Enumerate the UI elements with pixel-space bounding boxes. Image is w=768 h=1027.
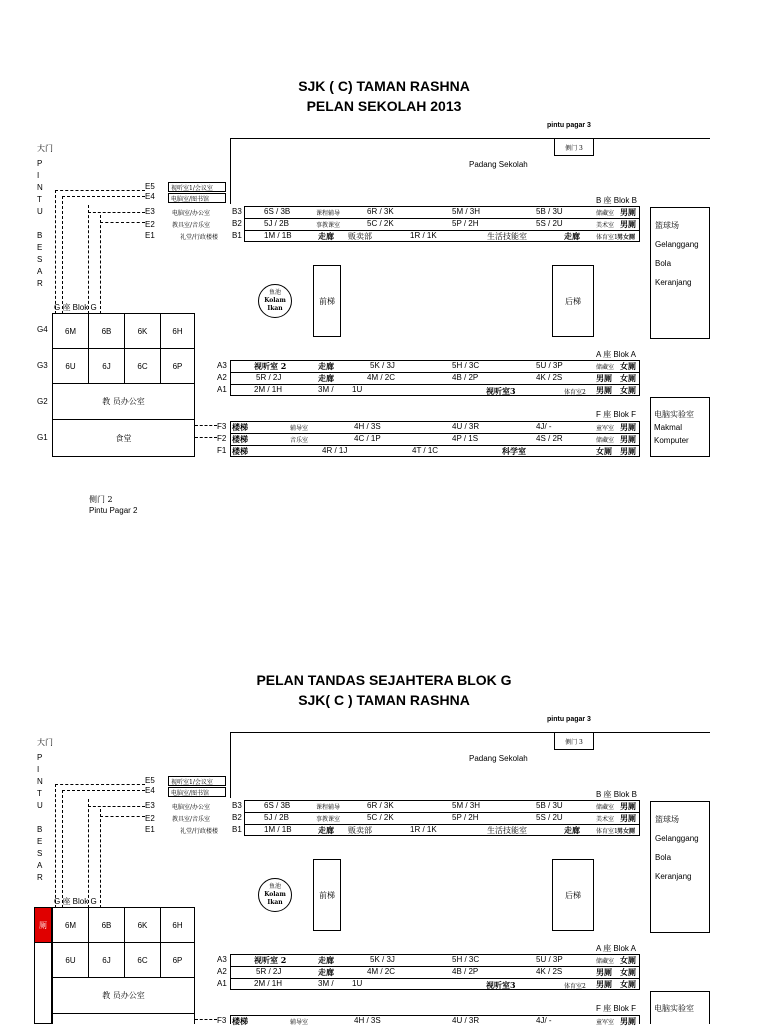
e4-room: 电脑室/图书馆 — [168, 193, 226, 203]
side-gate-3: 侧门 3 — [554, 732, 594, 750]
toilet-highlight: 厕 — [34, 907, 52, 943]
side-gate-2-cn: 侧门 2 — [89, 495, 113, 504]
block-a-label: A 座 Blok A — [596, 350, 637, 359]
main-gate-label: 大门 — [37, 144, 53, 153]
e1-code: E1 — [145, 231, 155, 240]
back-stairs: 后梯 — [552, 265, 594, 337]
basketball-court: 篮球场 Gelanggang Bola Keranjang — [650, 207, 710, 339]
field-label: Padang Sekolah — [469, 160, 528, 169]
e2-room: 教具室/音乐室 — [172, 222, 211, 229]
block-g-label: G 座 Blok G — [54, 897, 97, 906]
pintu-besar-vertical: P I N T U B E S A R — [37, 753, 43, 882]
block-g-label: G 座 Blok G — [54, 303, 97, 312]
side-gate-2: Pintu Pagar 2 — [89, 506, 138, 515]
gate-3-label: pintu pagar 3 — [547, 716, 591, 723]
fish-pond: 鱼池 Kolam Ikan — [258, 878, 292, 912]
block-b-label: B 座 Blok B — [596, 790, 637, 799]
fish-pond: 鱼池 Kolam Ikan — [258, 284, 292, 318]
block-a-label: A 座 Blok A — [596, 944, 637, 953]
front-stairs: 前梯 — [313, 859, 341, 931]
main-gate-label: 大门 — [37, 738, 53, 747]
pintu-besar-vertical: P I N T U B E S A R — [37, 159, 43, 288]
e5-room: 视听室1/会议室 — [168, 182, 226, 192]
gate-3-label: pintu pagar 3 — [547, 122, 591, 129]
block-f-label: F 座 Blok F — [596, 1004, 637, 1013]
side-gate-3: 侧门 3 — [554, 138, 594, 156]
basketball-court: 篮球场 Gelanggang Bola Keranjang — [650, 801, 710, 933]
e5-code: E5 — [145, 182, 155, 191]
back-stairs: 后梯 — [552, 859, 594, 931]
e1-room: 礼堂/行政楼楼 — [180, 234, 219, 241]
front-stairs: 前梯 — [313, 265, 341, 337]
plan-title: PELAN TANDAS SEJAHTERA BLOK G — [256, 672, 512, 688]
e4-code: E4 — [145, 192, 155, 201]
plan-subtitle: PELAN SEKOLAH 2013 — [306, 98, 462, 114]
block-b-label: B 座 Blok B — [596, 196, 637, 205]
computer-lab: 电脑实验室 Makmal Komputer — [650, 397, 710, 457]
e3-room: 电脑室/办公室 — [172, 210, 211, 217]
computer-lab: 电脑实验室 — [650, 991, 710, 1024]
e2-code: E2 — [145, 220, 155, 229]
plan-subtitle: SJK( C ) TAMAN RASHNA — [298, 692, 470, 708]
e3-code: E3 — [145, 207, 155, 216]
block-f-label: F 座 Blok F — [596, 410, 637, 419]
field-label: Padang Sekolah — [469, 754, 528, 763]
plan-title: SJK ( C) TAMAN RASHNA — [298, 78, 470, 94]
